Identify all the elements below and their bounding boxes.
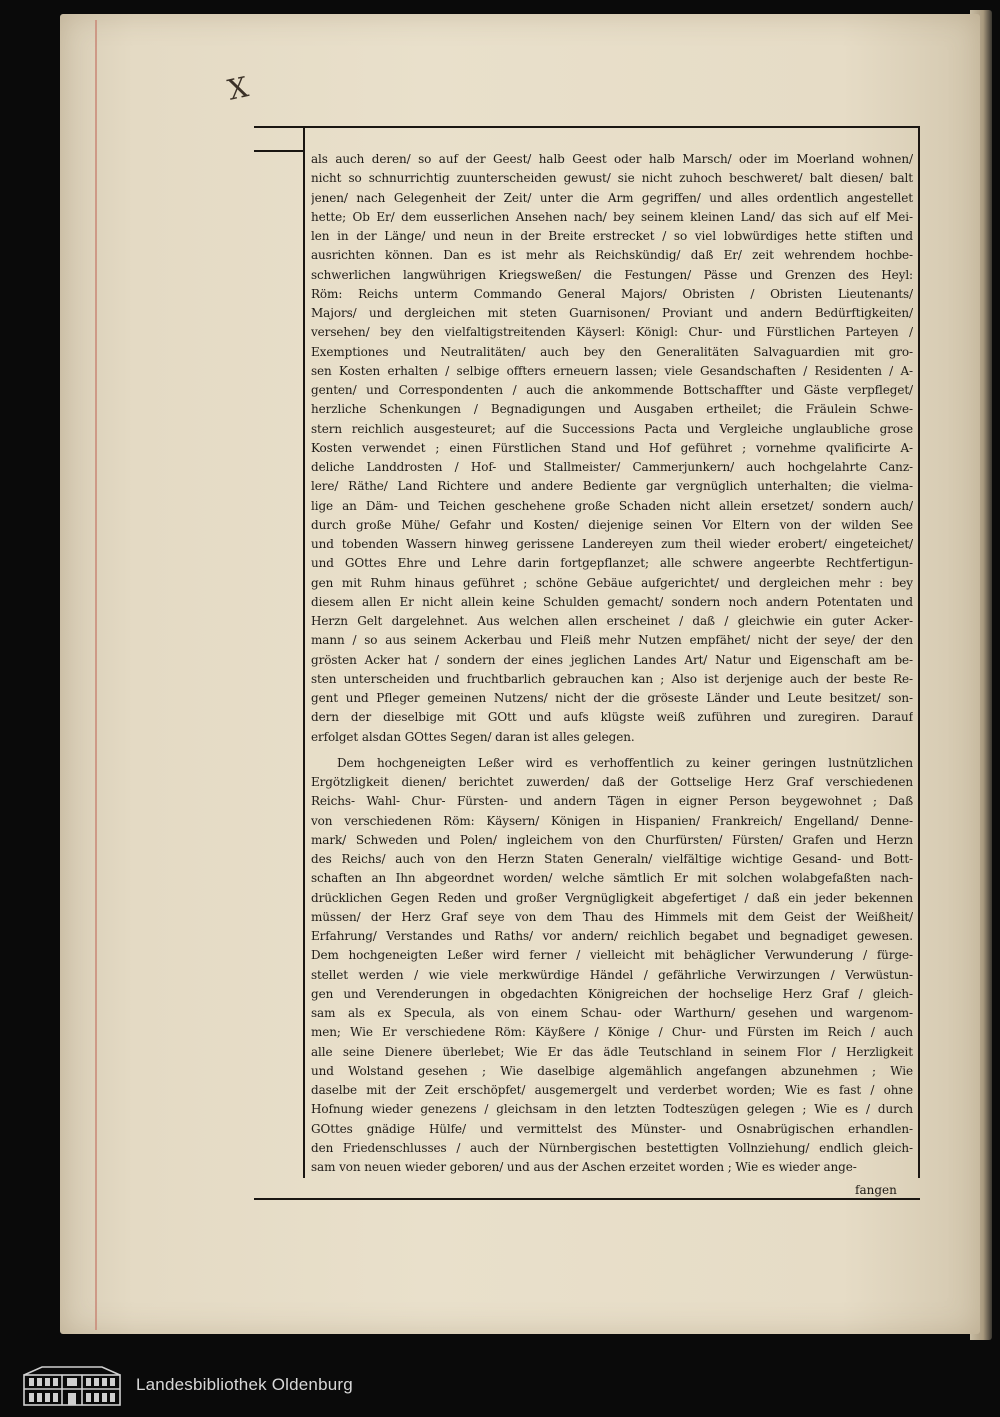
text-line: diesem allen Er nicht allein keine Schulden gemacht/ sondern noch andern Potentaten und [311,594,913,609]
text-line: Röm: Reichs unterm Commando General Majors/ Obristen / Obristen Lieutenants/ [311,286,913,301]
text-line: alle seine Dienere überlebet; Wie Er das ädle Teutschland in seinem Flor / Herzligkeit [311,1044,913,1059]
text-line: ausrichten können. Dan es ist mehr als Reichskündig/ daß Er/ zeit wehrendem hochbe- [311,248,913,263]
text-line: len in der Länge/ und neun in der Breite erstrecket / so viel lobwürdiges hette stiften und [311,229,913,243]
text-line: Erfahrung/ Verstandes und Raths/ vor andern/ reichlich begabet und begnadiget gewesen. [311,929,913,943]
text-line: GOttes gnädige Hülfe/ und vermittelst des Münster- und Osnabrügischen erhandlen- [311,1121,913,1136]
text-line: mann / so aus seinem Ackerbau und Fleiß mehr Nutzen empfähet/ nicht der seye/ der den [311,633,913,648]
text-line: deliche Landdrosten / Hof- und Stallmeister/ Cammerjunkern/ auch hochgelahrte Canz- [311,460,913,474]
text-line: daselbe mit der Zeit erschöpfet/ ausgemergelt und verderbet worden; Wie es fast / ohne [311,1083,913,1097]
text-frame-top-rule [254,126,920,128]
text-line: müssen/ der Herz Graf seye von dem Thau des Himmels mit dem Geist der Weißheit/ [311,909,913,924]
margin-rule [254,150,304,152]
text-line: jenen/ nach Gelegenheit der Zeit/ unter die Arm gegriffen/ und alles ordentlich angestellet [311,190,913,205]
text-line: Ergötzligkeit dienen/ berichtet zuwerden/ daß der Gottselige Herz Graf verschiedenen [311,775,913,789]
text-frame-left-rule [303,126,305,1178]
text-line: des Reichs/ auch von den Herzn Staten Generaln/ vielfältige wichtige Gesand- und Bott- [311,852,913,866]
text-line: von verschiedenen Röm: Käysern/ Königen in Hispanien/ Frankreich/ Engelland/ Denne- [311,813,913,828]
catchword: fangen [855,1183,897,1197]
text-line: und Wolstand gesehen ; Wie daselbige algemählich angefangen abzunehmen ; Wie [311,1063,913,1078]
footer-bar [0,1355,1000,1417]
text-line: Majors/ und dergleichen mit steten Guarnisonen/ Proviant und andern Bedürftigkeiten/ [311,306,913,320]
text-frame-right-rule [918,126,920,1178]
text-line: gen und Verenderungen in obgedachten Königreichen der hochselige Herz Graf / gleich- [311,986,913,1001]
text-line: Dem hochgeneigten Leßer wird es verhoffentlich zu keiner geringen lustnützlichen [337,755,913,770]
library-name: Landesbibliothek Oldenburg [136,1375,353,1394]
text-line: genten/ und Correspondenten / auch die ankommende Bottschaffter und Gäste verpfleget/ [311,383,913,397]
text-line: sam von neuen wieder geboren/ und aus der Aschen erzeitet worden ; Wie es wieder ange- [311,1160,857,1174]
text-line: den Friedenschlusses / auch der Nürnbergischen bestettigten Vollnziehung/ endlich gleich- [311,1140,913,1155]
text-line: men; Wie Er verschiedene Röm: Käyßere / Könige / Chur- und Fürsten im Reich / auch [311,1025,913,1040]
library-building-icon [22,1365,122,1407]
text-line: lige an Däm- und Teichen geschehene große Schaden nicht allein ersetzet/ sondern auch/ [311,498,913,513]
text-line: erfolget alsdan GOttes Segen/ daran ist alles gelegen. [311,729,635,744]
text-line: grösten Acker hat / sondern der eines jeglichen Landes Art/ Natur und Eigenschaft am be- [311,652,913,667]
text-line: versehen/ bey den vielfaltigstreitenden Käyserl: Königl: Chur- und Fürstlichen Parteyen / [311,325,913,340]
text-line: sen Kosten erhalten / selbige offters erneuern lassen; viele Gesandschaften / Residenten / A- [311,363,913,378]
text-line: lere/ Räthe/ Land Richtere und andere Bediente gar vergnüglich unterhalten; die vielma- [311,479,913,494]
text-line: gen mit Ruhm hinaus geführet ; schöne Gebäue aufgerichtet/ und dergleichen mehr : bey [311,575,913,590]
body-text [311,150,913,1180]
text-line: sam als ex Specula, als von einem Schau- oder Warthurn/ gesehen und wargenom- [311,1006,913,1020]
text-line: dern der dieselbige mit GOtt und aufs klügste weiß zuführen und zuregiren. Darauf [311,710,913,725]
text-line: mark/ Schweden und Polen/ ingleichem von den Churfürsten/ Fürsten/ Grafen und Herzn [311,832,913,847]
text-line: drücklichen Gegen Reden und großer Vergnügligkeit abgefertiget / daß ein jeder bekennen [311,890,913,905]
text-frame-bottom-rule [254,1198,920,1200]
text-line: herzliche Schenkungen / Begnadigungen und Ausgaben ertheilet; die Fräulein Schwe- [311,402,913,417]
text-line: gent und Pfleger gemeinen Nutzens/ nicht der die gröseste Länder und Leute besitzet/ son- [311,691,913,705]
text-line: Exemptiones und Neutralitäten/ auch bey den Generalitäten Salvaguardien mit gro- [311,344,913,359]
text-line: stern reichlich ausgesteuret; auf die Successions Pacta und Vergleiche unglaubliche grose [311,421,913,436]
text-line: sten unterscheiden und fruchtbarlich gebrauchen kan ; Also ist derjenige auch der beste Re- [311,671,913,686]
text-line: Kosten verwendet ; einen Fürstlichen Stand und Hof geführet ; vornehme qvalificirte A- [311,440,913,455]
text-line: Reichs- Wahl- Chur- Fürsten- und andern Tägen in eigner Person beygewohnet ; Daß [311,794,913,809]
text-line: schwerlichen langwührigen Kriegsweßen/ die Festungen/ Pässe und Grenzen des Heyl: [311,267,913,282]
text-line: Hofnung wieder genezens / gleichsam in den letzten Todteszügen gelegen ; Wie es / durch [311,1102,913,1117]
folio-number: X [224,70,252,107]
text-line: als auch deren/ so auf der Geest/ halb Geest oder halb Marsch/ oder im Moerland wohnen/ [311,152,913,166]
text-line: und tobenden Wassern hinweg gerissene Landereyen zum theil wieder erobert/ eingeteichet/ [311,537,913,551]
text-line: schaften an Ihn abgeordnet worden/ welche sämtlich Er mit solchen wolabgefaßten nach- [311,871,913,886]
text-line: stellet werden / wie viele merkwürdige Händel / gefährliche Verwirzungen / Verwüstun- [311,967,913,982]
text-line: Herzn Gelt dargelehnet. Aus welchen allen erscheinet / daß / gleichwie ein guter Acker- [311,614,913,628]
text-line: hette; Ob Er/ dem eusserlichen Ansehen nach/ bey seinem kleinen Land/ das sich auf elf Mei- [311,209,913,224]
text-line: und GOttes Ehre und Lehre darin fortgepflanzet; alle schwere angeerbte Rechtfertigun- [311,556,913,571]
text-line: durch große Mühe/ Gefahr und Kosten/ diejenige seinen Vor Eltern von der wilden See [311,517,913,532]
text-line: Dem hochgeneigten Leßer wird ferner / vielleicht mit behäglicher Verwunderung / fürge- [311,948,913,963]
text-line: nicht so schnurrichtig zuunterscheiden gewust/ sie nicht zuhoch beschweret/ balt diesen/ balt [311,171,913,186]
binding-line [95,20,97,1330]
